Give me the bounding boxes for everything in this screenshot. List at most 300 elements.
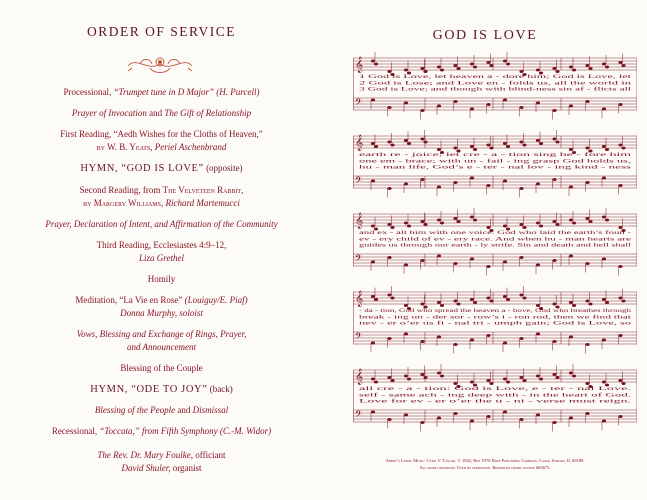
note-head	[423, 376, 427, 379]
note-head	[555, 70, 559, 73]
note-head	[572, 304, 576, 307]
note-head	[569, 66, 573, 69]
second-reading-author: by Margery Williams,	[83, 197, 166, 208]
note-head	[618, 297, 622, 300]
note-head	[404, 333, 408, 336]
note-head	[374, 63, 378, 66]
note-head	[503, 261, 507, 264]
processional-text: “Trumpet tune in D Major” (H. Purcell)	[113, 87, 260, 97]
dismissal: Dismissal	[192, 405, 229, 415]
note-head	[453, 181, 457, 184]
lyric-line: 2 God is Lose; and Love en - folds us, all the world in	[359, 80, 476, 87]
note-head	[470, 63, 474, 66]
lyric-line: - da - tion, God who spread the heaven a - bove, God who breathes through	[359, 308, 632, 314]
note-head	[489, 300, 493, 303]
note-head	[585, 147, 589, 150]
treble-clef-icon: 𝄞	[355, 370, 364, 385]
note-head	[503, 60, 507, 63]
note-head	[437, 66, 441, 69]
note-head	[503, 378, 507, 381]
note-head	[470, 381, 474, 384]
note-head	[440, 375, 444, 378]
note-head	[536, 333, 540, 336]
bass-staff	[353, 98, 637, 110]
note-head	[437, 219, 441, 222]
note-head	[387, 223, 391, 226]
note-head	[618, 144, 622, 147]
note-head	[420, 259, 424, 262]
note-head	[536, 264, 540, 267]
note-head	[552, 421, 556, 424]
lyric-line: Love for ev - er o’er the u - ni - verse must reign.	[359, 398, 465, 405]
note-head	[555, 141, 559, 144]
note-head	[522, 226, 526, 229]
note-head	[374, 145, 378, 148]
hymn1-label: HYMN, “GOD IS LOVE”	[80, 163, 204, 174]
bass-clef-icon: 𝄢	[355, 176, 363, 188]
note-head	[588, 303, 592, 306]
lyric-line: and ex - alt him with one voice. God who laid the earth’s foun -	[359, 230, 496, 236]
note-head	[588, 67, 592, 70]
lyric-line: earth re - joice; let cre - a - tion sing be - fore him	[359, 152, 466, 158]
lyric-line: 1 God is Love, let heaven a - dore him; God is Love, let	[359, 74, 633, 80]
note-head	[569, 105, 573, 108]
note-head	[437, 301, 441, 304]
hymn-god-is-love-item	[0, 162, 323, 176]
meditation-title: “La Vie en Rose”	[119, 295, 183, 305]
note-head	[437, 372, 441, 375]
copyright-notice	[323, 457, 647, 471]
note-head	[404, 375, 408, 378]
note-head	[387, 187, 391, 190]
vows-line1: Vows, Blessing and Exchange of Rings, Prayer,	[76, 329, 247, 339]
note-head	[371, 180, 375, 183]
note-head	[453, 64, 457, 67]
note-head	[423, 223, 427, 226]
note-head	[456, 303, 460, 306]
note-head	[473, 219, 477, 222]
note-head	[552, 109, 556, 112]
note-head	[618, 415, 622, 418]
order-of-service-page	[0, 0, 323, 500]
note-head	[453, 147, 457, 150]
note-head	[420, 373, 424, 376]
note-head	[536, 183, 540, 186]
note-head	[506, 381, 510, 384]
note-head	[605, 148, 609, 151]
note-head	[602, 298, 606, 301]
note-head	[387, 106, 391, 109]
note-head	[506, 298, 510, 301]
note-head	[522, 379, 526, 382]
note-head	[552, 340, 556, 343]
note-head	[605, 301, 609, 304]
note-head	[423, 141, 427, 144]
blessing-people-item	[0, 404, 323, 417]
first-reading-author: by W. B. Yeats,	[96, 141, 155, 152]
second-reading-prefix: Second Reading, from	[79, 185, 163, 195]
note-head	[437, 148, 441, 151]
note-head	[437, 255, 441, 258]
note-head	[569, 255, 573, 258]
note-head	[404, 102, 408, 105]
note-head	[470, 298, 474, 301]
note-head	[618, 184, 622, 187]
note-head	[456, 67, 460, 70]
note-head	[371, 225, 375, 228]
note-head	[390, 144, 394, 147]
second-reading-item	[0, 184, 323, 209]
officiant-role: officiant	[192, 450, 226, 460]
note-head	[404, 139, 408, 142]
hymn-system	[353, 52, 637, 120]
note-head	[404, 69, 408, 72]
homily-item: Homily	[147, 274, 176, 284]
hymn-ode-to-joy-item	[0, 383, 323, 397]
note-head	[404, 304, 408, 307]
note-head	[602, 63, 606, 66]
vows-item	[0, 328, 323, 353]
note-head	[618, 61, 622, 64]
note-head	[374, 381, 378, 384]
bass-staff	[353, 410, 637, 422]
note-head	[588, 220, 592, 223]
officiant-item	[0, 449, 323, 462]
third-reading-title: Third Reading, Ecclesiastes 4:9–12,	[96, 240, 227, 250]
note-head	[519, 70, 523, 73]
treble-staff	[353, 292, 637, 304]
note-head	[437, 417, 441, 420]
note-head	[453, 262, 457, 265]
note-head	[470, 420, 474, 423]
second-reading-title: The Velveteen Rabbit,	[162, 185, 244, 195]
note-head	[572, 375, 576, 378]
lyric-line: self - same ach - ing deep with - in the heart of God.	[359, 392, 472, 399]
third-reading-reader: Liza Grethel	[139, 252, 184, 263]
organist-role: organist	[170, 463, 202, 473]
note-head	[486, 415, 490, 418]
note-head	[585, 262, 589, 265]
note-head	[387, 418, 391, 421]
note-head	[585, 412, 589, 415]
note-head	[437, 105, 441, 108]
hymn1-note: (opposite)	[203, 163, 243, 173]
note-head	[569, 336, 573, 339]
note-head	[486, 379, 490, 382]
note-head	[371, 342, 375, 345]
blessing-people: Blessing of the People	[94, 405, 176, 415]
note-head	[519, 294, 523, 297]
note-head	[536, 304, 540, 307]
note-head	[522, 297, 526, 300]
note-head	[453, 343, 457, 346]
note-head	[536, 69, 540, 72]
note-head	[470, 216, 474, 219]
note-head	[470, 145, 474, 148]
note-head	[602, 145, 606, 148]
note-head	[621, 300, 625, 303]
note-head	[585, 217, 589, 220]
meditation-item	[0, 294, 323, 319]
note-head	[387, 294, 391, 297]
officiant-name: The Rev. Dr. Mary Foulke,	[97, 450, 193, 460]
treble-staff	[353, 214, 637, 226]
note-head	[486, 297, 490, 300]
note-head	[473, 148, 477, 151]
note-head	[552, 67, 556, 70]
note-head	[519, 418, 523, 421]
second-reading-reader: Richard Martemucci	[165, 197, 240, 208]
recessional-text: “Toccata,” from Fifth Symphony (C.-M. Widor)	[99, 426, 272, 436]
organist-name: David Shuler,	[121, 463, 171, 473]
note-head	[374, 298, 378, 301]
note-head	[503, 295, 507, 298]
note-head	[585, 64, 589, 67]
note-head	[440, 304, 444, 307]
treble-clef-icon: 𝄞	[355, 136, 364, 151]
note-head	[539, 142, 543, 145]
note-head	[569, 372, 573, 375]
note-head	[437, 336, 441, 339]
hymn-system	[353, 286, 637, 354]
bass-clef-icon: 𝄢	[355, 98, 363, 110]
note-head	[519, 141, 523, 144]
note-head	[569, 219, 573, 222]
organist-item	[0, 462, 323, 475]
note-head	[539, 378, 543, 381]
treble-clef-icon: 𝄞	[355, 214, 364, 229]
note-head	[503, 99, 507, 102]
note-head	[420, 67, 424, 70]
note-head	[390, 297, 394, 300]
copyright-line1: Abbot’s Leigh. Music: Cyril V. Taylor. © 1942, Ren 1970 Hope Publishing Company, Carol Stream, IL 60188.	[385, 458, 585, 463]
note-head	[552, 303, 556, 306]
note-head	[387, 376, 391, 379]
lyric-line: ev - ery child of ev - ery race. And when hu - man hearts are	[359, 236, 489, 243]
recessional-item	[0, 425, 323, 438]
note-head	[536, 414, 540, 417]
hymn-system	[353, 208, 637, 276]
lyric-line: guides us through our earth - ly strife. Sin and death and hell shall	[359, 242, 502, 249]
note-head	[473, 66, 477, 69]
note-head	[453, 217, 457, 220]
floral-ornament-icon	[120, 52, 200, 76]
note-head	[506, 63, 510, 66]
bass-staff	[353, 332, 637, 344]
third-reading-item	[0, 239, 323, 264]
note-head	[371, 142, 375, 145]
order-of-service-title: ORDER OF SERVICE	[87, 24, 236, 39]
copyright-line2: All rights reserved. Used by permission. Reprinted under license #65673.	[419, 465, 551, 470]
note-head	[602, 381, 606, 384]
note-head	[569, 301, 573, 304]
note-head	[486, 334, 490, 337]
note-head	[585, 382, 589, 385]
bass-clef-icon: 𝄢	[355, 410, 363, 422]
note-head	[420, 303, 424, 306]
bass-staff	[353, 254, 637, 266]
note-head	[404, 222, 408, 225]
note-head	[618, 265, 622, 268]
note-head	[618, 334, 622, 337]
note-head	[390, 379, 394, 382]
note-head	[618, 226, 622, 229]
bass-clef-icon: 𝄢	[355, 254, 363, 266]
note-head	[602, 177, 606, 180]
blessing-and: and	[175, 405, 193, 415]
note-head	[453, 300, 457, 303]
note-head	[387, 141, 391, 144]
note-head	[489, 382, 493, 385]
note-head	[585, 343, 589, 346]
note-head	[371, 60, 375, 63]
treble-clef-icon: 𝄞	[355, 58, 364, 73]
hymn-system	[353, 130, 637, 198]
hymn2-label: HYMN, “ODE TO JOY”	[90, 384, 208, 395]
recessional-prefix: Recessional,	[51, 426, 100, 436]
note-head	[440, 69, 444, 72]
note-head	[585, 181, 589, 184]
note-head	[572, 222, 576, 225]
note-head	[621, 64, 625, 67]
note-head	[552, 373, 556, 376]
note-head	[519, 337, 523, 340]
note-head	[387, 256, 391, 259]
note-head	[404, 183, 408, 186]
note-head	[519, 187, 523, 190]
note-head	[519, 223, 523, 226]
note-head	[420, 421, 424, 424]
note-head	[453, 382, 457, 385]
prayer-declaration-item: Prayer, Declaration of Intent, and Affirmation of the Community	[45, 219, 278, 229]
note-head	[506, 145, 510, 148]
note-head	[621, 382, 625, 385]
note-head	[473, 301, 477, 304]
lyric-line: 3 God is Love; and though with blind-ness sin af - flicts all	[359, 86, 487, 93]
note-head	[404, 414, 408, 417]
note-head	[503, 342, 507, 345]
hymn-system	[353, 364, 637, 432]
note-head	[552, 220, 556, 223]
note-head	[407, 378, 411, 381]
treble-staff	[353, 136, 637, 148]
note-head	[486, 61, 490, 64]
meditation-prefix: Meditation,	[75, 295, 120, 305]
hymn2-note: (back)	[207, 384, 233, 394]
note-head	[486, 265, 490, 268]
bass-staff	[353, 176, 637, 188]
note-head	[552, 138, 556, 141]
note-head	[519, 376, 523, 379]
hymn-title: GOD IS LOVE	[432, 28, 538, 43]
meditation-composer: (Louiguy/E. Piaf)	[182, 295, 248, 305]
note-head	[602, 339, 606, 342]
note-head	[539, 225, 543, 228]
note-head	[371, 261, 375, 264]
note-head	[453, 100, 457, 103]
note-head	[486, 103, 490, 106]
prayer-and: and	[146, 108, 165, 118]
blessing-couple-item: Blessing of the Couple	[120, 363, 203, 373]
note-head	[440, 222, 444, 225]
note-head	[569, 148, 573, 151]
note-head	[536, 222, 540, 225]
note-head	[423, 70, 427, 73]
note-head	[387, 337, 391, 340]
lyric-line: nev - er o’er us fi - nal tri - umph gain; God is Love, so	[359, 320, 478, 327]
note-head	[437, 186, 441, 189]
treble-clef-icon: 𝄞	[355, 292, 364, 307]
note-head	[605, 219, 609, 222]
treble-staff	[353, 370, 637, 382]
note-head	[420, 109, 424, 112]
note-head	[602, 258, 606, 261]
note-head	[371, 378, 375, 381]
note-head	[371, 411, 375, 414]
note-head	[390, 226, 394, 229]
lyric-line: one em - brace; with un - fail - ing grasp God holds us,	[359, 158, 478, 165]
note-head	[486, 144, 490, 147]
note-head	[470, 339, 474, 342]
note-head	[536, 102, 540, 105]
lyric-line: break - ing un - der sor - row’s i - ron rod, then we find that	[359, 314, 487, 321]
lyric-line: all cre - a - tion: God is Love, e - ter - nal Love.	[359, 386, 631, 392]
note-head	[605, 66, 609, 69]
note-head	[420, 340, 424, 343]
note-head	[503, 411, 507, 414]
lyric-line: hu - man life, God’s e - ter - nal lov - ing kind - ness	[359, 164, 472, 171]
note-head	[572, 69, 576, 72]
treble-staff	[353, 58, 637, 70]
note-head	[420, 220, 424, 223]
meditation-soloist: Donna Murphy, soloist	[120, 307, 203, 318]
bass-clef-icon: 𝄢	[355, 332, 363, 344]
note-head	[486, 226, 490, 229]
first-reading-item	[0, 128, 323, 153]
note-head	[555, 223, 559, 226]
note-head	[489, 64, 493, 67]
note-head	[420, 138, 424, 141]
note-head	[569, 186, 573, 189]
note-head	[618, 103, 622, 106]
prayer-gift: The Gift of Relationship	[164, 108, 252, 118]
note-head	[486, 184, 490, 187]
note-head	[618, 379, 622, 382]
note-head	[503, 180, 507, 183]
note-head	[569, 417, 573, 420]
hymn-page	[323, 0, 647, 500]
note-head	[519, 256, 523, 259]
note-head	[489, 147, 493, 150]
first-reading-reader: Periel Aschenbrand	[154, 141, 227, 152]
note-head	[602, 216, 606, 219]
note-head	[621, 147, 625, 150]
note-head	[470, 258, 474, 261]
note-head	[519, 106, 523, 109]
note-head	[522, 144, 526, 147]
vows-line2: and Announcement	[126, 341, 197, 352]
note-head	[503, 142, 507, 145]
prayer-item	[0, 107, 323, 120]
processional-item	[0, 86, 323, 99]
processional-prefix: Processional,	[63, 87, 114, 97]
note-head	[371, 295, 375, 298]
prayer-invocation: Prayer of Invocation	[71, 108, 147, 118]
note-head	[371, 99, 375, 102]
note-head	[602, 108, 606, 111]
note-head	[456, 220, 460, 223]
note-head	[453, 412, 457, 415]
